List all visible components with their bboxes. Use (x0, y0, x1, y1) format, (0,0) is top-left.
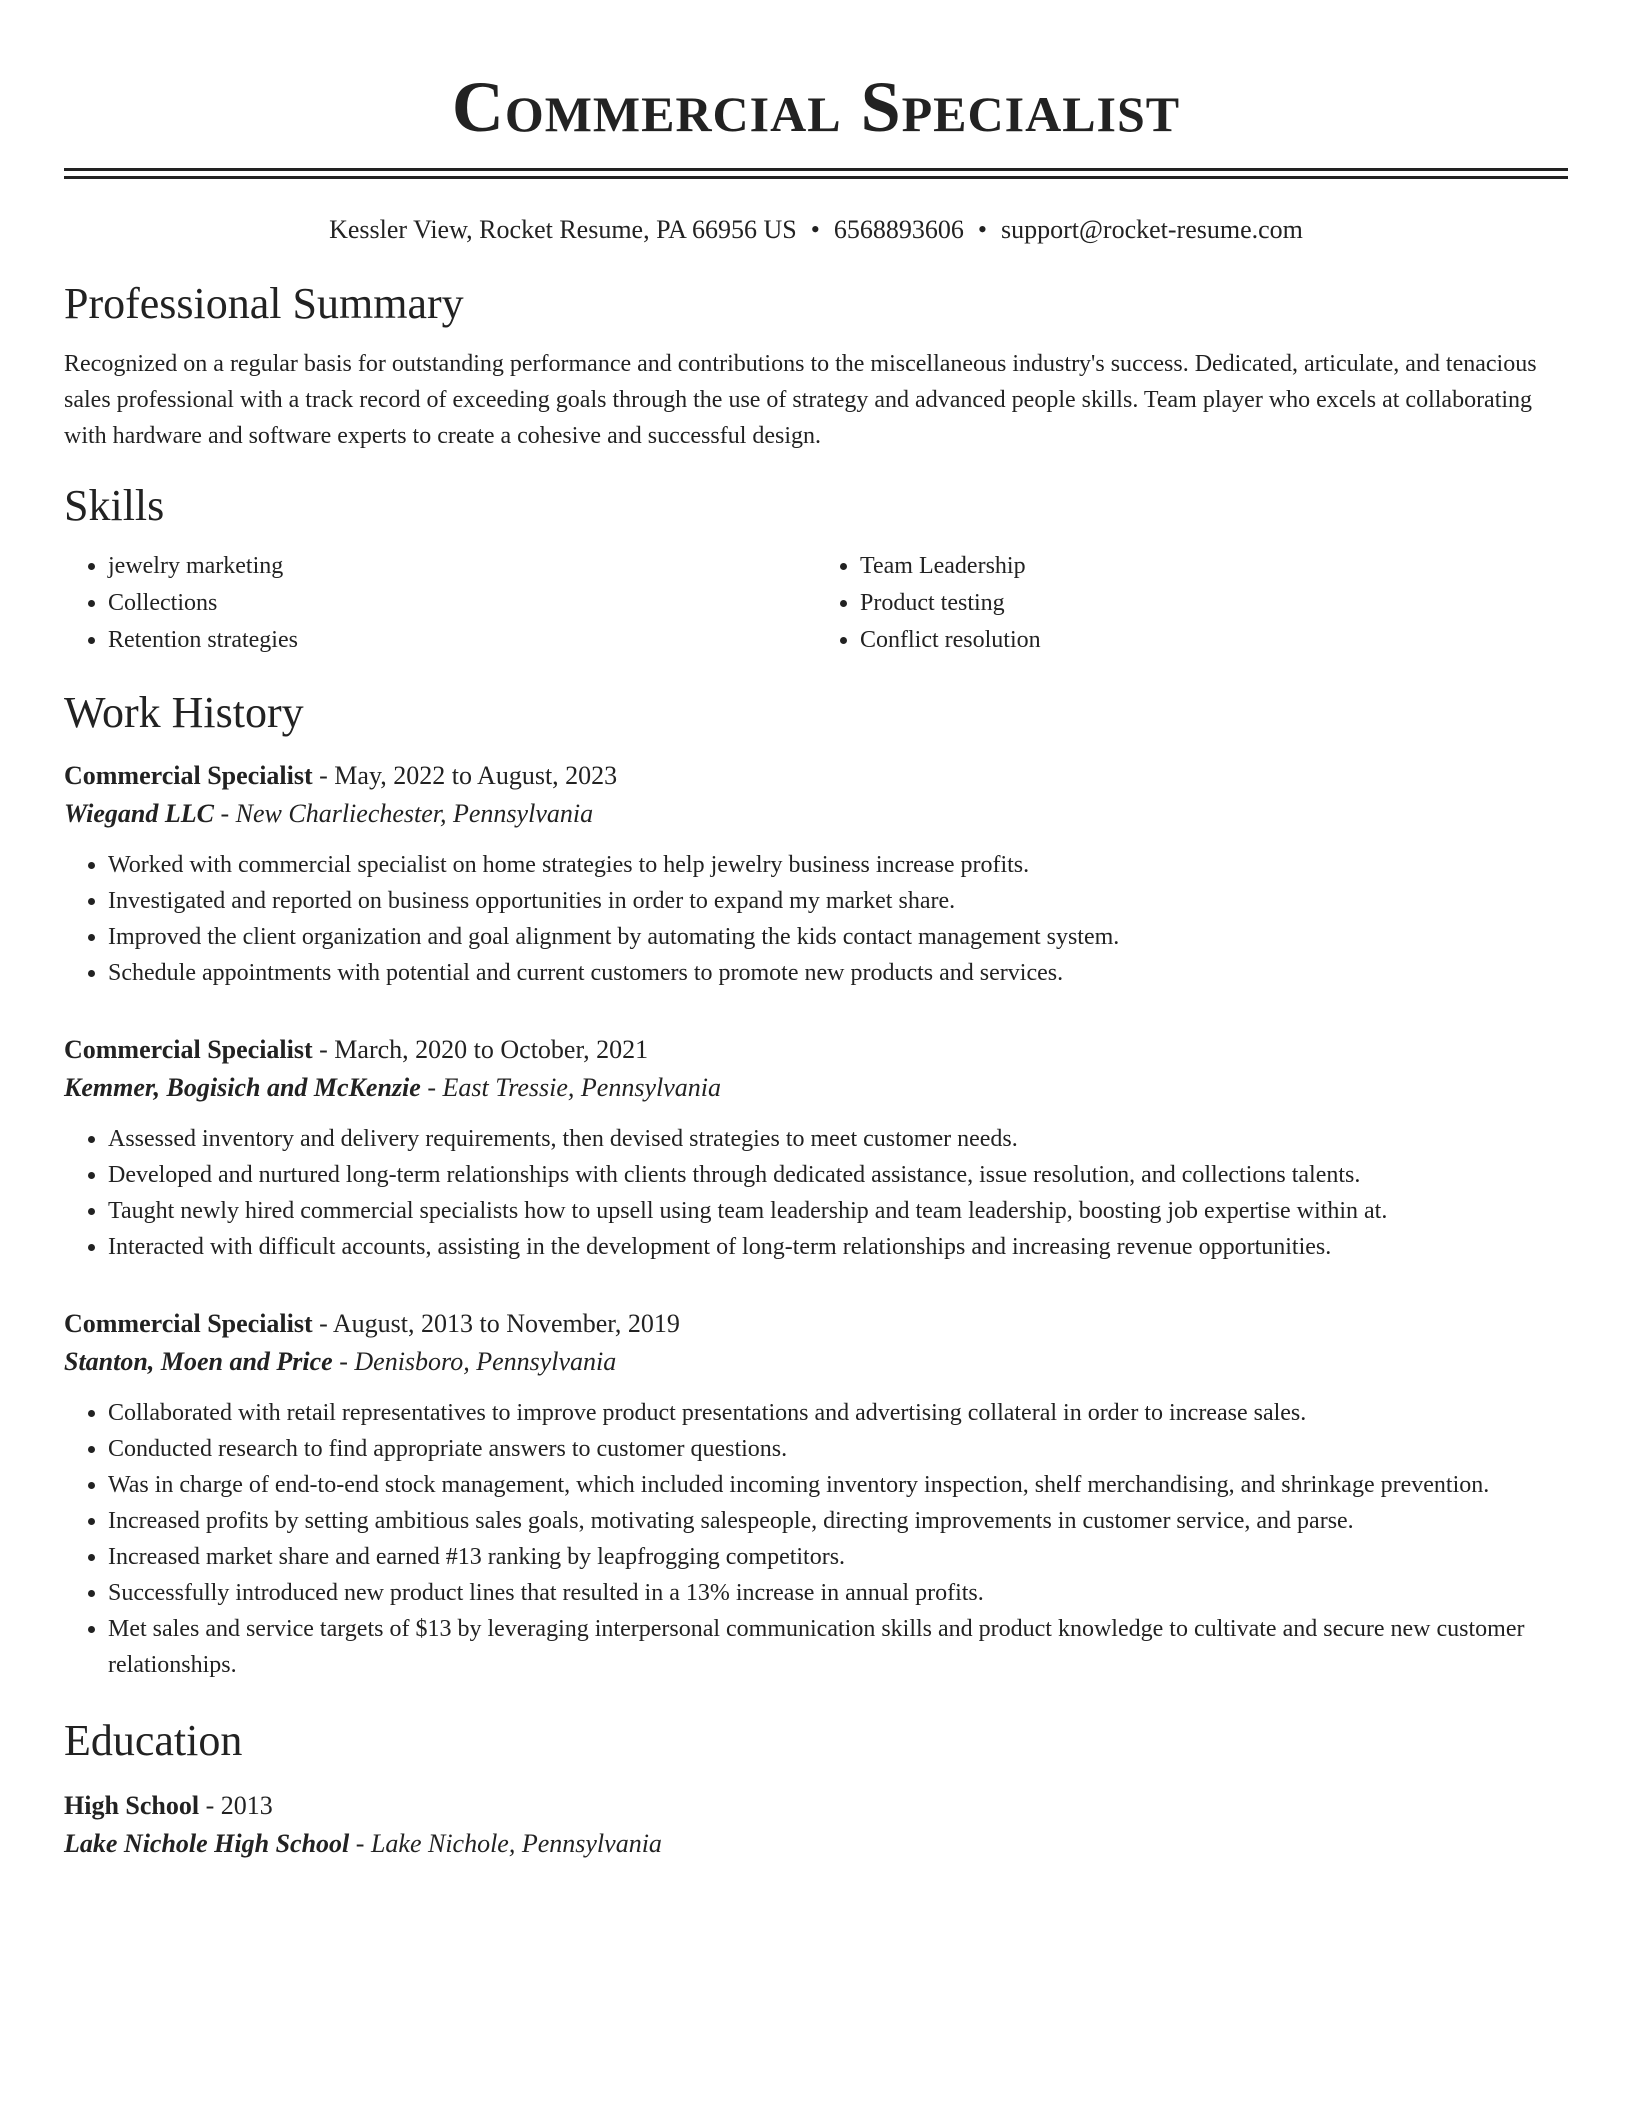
skill-item: • Conflict resolution (860, 622, 1568, 659)
job-location: - New Charliechester, Pennsylvania (220, 799, 594, 828)
job-entry (64, 1305, 1568, 1683)
job-company-line (64, 1343, 1568, 1381)
contact-line (64, 212, 1568, 248)
job-dates: - August, 2013 to November, 2019 (319, 1309, 680, 1338)
job-title-line (64, 757, 1568, 795)
contact-separator: • (810, 215, 820, 244)
job-title-line (64, 1031, 1568, 1069)
job-company: Kemmer, Bogisich and McKenzie (64, 1073, 421, 1102)
job-bullet: • Assessed inventory and delivery requirements, then devised strategies to meet customer needs. (108, 1121, 1568, 1157)
skills-list-left (64, 548, 816, 659)
education-year: - 2013 (205, 1791, 273, 1820)
skills-heading: Skills (64, 481, 165, 530)
job-bullet: • Taught newly hired commercial specialists how to upsell using team leadership and team leadership, boosting job expertise within at. (108, 1193, 1568, 1229)
job-bullet: • Was in charge of end-to-end stock management, which included incoming inventory inspection, shelf merchandising, and shrinkage prevention. (108, 1467, 1568, 1503)
job-bullet: • Met sales and service targets of $13 by leveraging interpersonal communication skills and product knowledge to cultivate and secure new customer relationships. (108, 1611, 1568, 1683)
job-title: Commercial Specialist (64, 1035, 313, 1064)
skill-item: • Team Leadership (860, 548, 1568, 585)
job-location: - East Tressie, Pennsylvania (427, 1073, 721, 1102)
job-bullet: • Schedule appointments with potential and current customers to promote new products and services. (108, 955, 1568, 991)
job-bullet: • Increased profits by setting ambitious sales goals, motivating salespeople, directing improvements in customer service, and parse. (108, 1503, 1568, 1539)
skill-item: • Retention strategies (108, 622, 816, 659)
job-bullet: • Investigated and reported on business opportunities in order to expand my market share. (108, 883, 1568, 919)
job-title: Commercial Specialist (64, 761, 313, 790)
job-company: Stanton, Moen and Price (64, 1347, 333, 1376)
job-bullets (64, 1395, 1568, 1683)
job-company-line (64, 1069, 1568, 1107)
work-history-heading: Work History (64, 688, 304, 737)
job-bullet: • Collaborated with retail representatives to improve product presentations and advertising collateral in order to increase sales. (108, 1395, 1568, 1431)
education-location: - Lake Nichole, Pennsylvania (355, 1829, 662, 1858)
job-dates: - May, 2022 to August, 2023 (319, 761, 618, 790)
skills-list-right (816, 548, 1568, 659)
contact-email: support@rocket-resume.com (1000, 215, 1303, 244)
skill-item: • Product testing (860, 585, 1568, 622)
education-degree-line (64, 1787, 1568, 1825)
education-section (64, 1713, 1568, 1863)
skill-item: • Collections (108, 585, 816, 622)
resume-title: Commercial Specialist (451, 67, 1181, 147)
header-rule-bottom (64, 176, 1568, 179)
job-bullet: • Conducted research to find appropriate answers to customer questions. (108, 1431, 1568, 1467)
job-bullet: • Improved the client organization and goal alignment by automating the kids contact management system. (108, 919, 1568, 955)
job-title-line (64, 1305, 1568, 1343)
summary-text: Recognized on a regular basis for outstanding performance and contributions to the miscellaneous industry's success. Dedicated, articulate, and tenacious sales professional with a track record of exceeding goals through the use of strategy and advanced people skills. Team player who excels at collaborating with hardware and software experts to create a cohesive and successful design. (64, 351, 1537, 449)
education-entry (64, 1787, 1568, 1863)
job-bullet: • Successfully introduced new product lines that resulted in a 13% increase in annual profits. (108, 1575, 1568, 1611)
summary-section (64, 276, 1568, 454)
job-bullet: • Interacted with difficult accounts, assisting in the development of long-term relationships and increasing revenue opportunities. (108, 1229, 1568, 1265)
job-company-line (64, 795, 1568, 833)
contact-address: Kessler View, Rocket Resume, PA 66956 US (329, 215, 797, 244)
education-heading: Education (64, 1716, 243, 1765)
skill-item: • jewelry marketing (108, 548, 816, 585)
resume-page (64, 0, 1568, 1863)
contact-phone: 6568893606 (833, 215, 964, 244)
job-bullets (64, 1121, 1568, 1265)
job-company: Wiegand LLC (64, 799, 214, 828)
job-dates: - March, 2020 to October, 2021 (319, 1035, 649, 1064)
education-school-line (64, 1825, 1568, 1863)
job-bullet: • Worked with commercial specialist on home strategies to help jewelry business increase profits. (108, 847, 1568, 883)
contact-separator: • (977, 215, 987, 244)
summary-heading: Professional Summary (64, 279, 464, 328)
job-bullet: • Developed and nurtured long-term relationships with clients through dedicated assistance, issue resolution, and collections talents. (108, 1157, 1568, 1193)
skills-section (64, 478, 1568, 659)
education-school: Lake Nichole High School (64, 1829, 350, 1858)
job-bullet: • Increased market share and earned #13 ranking by leapfrogging competitors. (108, 1539, 1568, 1575)
job-location: - Denisboro, Pennsylvania (339, 1347, 617, 1376)
job-title: Commercial Specialist (64, 1309, 313, 1338)
work-history-section (64, 685, 1568, 1683)
job-entry (64, 1031, 1568, 1265)
education-degree: High School (64, 1791, 200, 1820)
job-bullets (64, 847, 1568, 991)
job-entry (64, 757, 1568, 991)
skills-columns (64, 548, 1568, 659)
